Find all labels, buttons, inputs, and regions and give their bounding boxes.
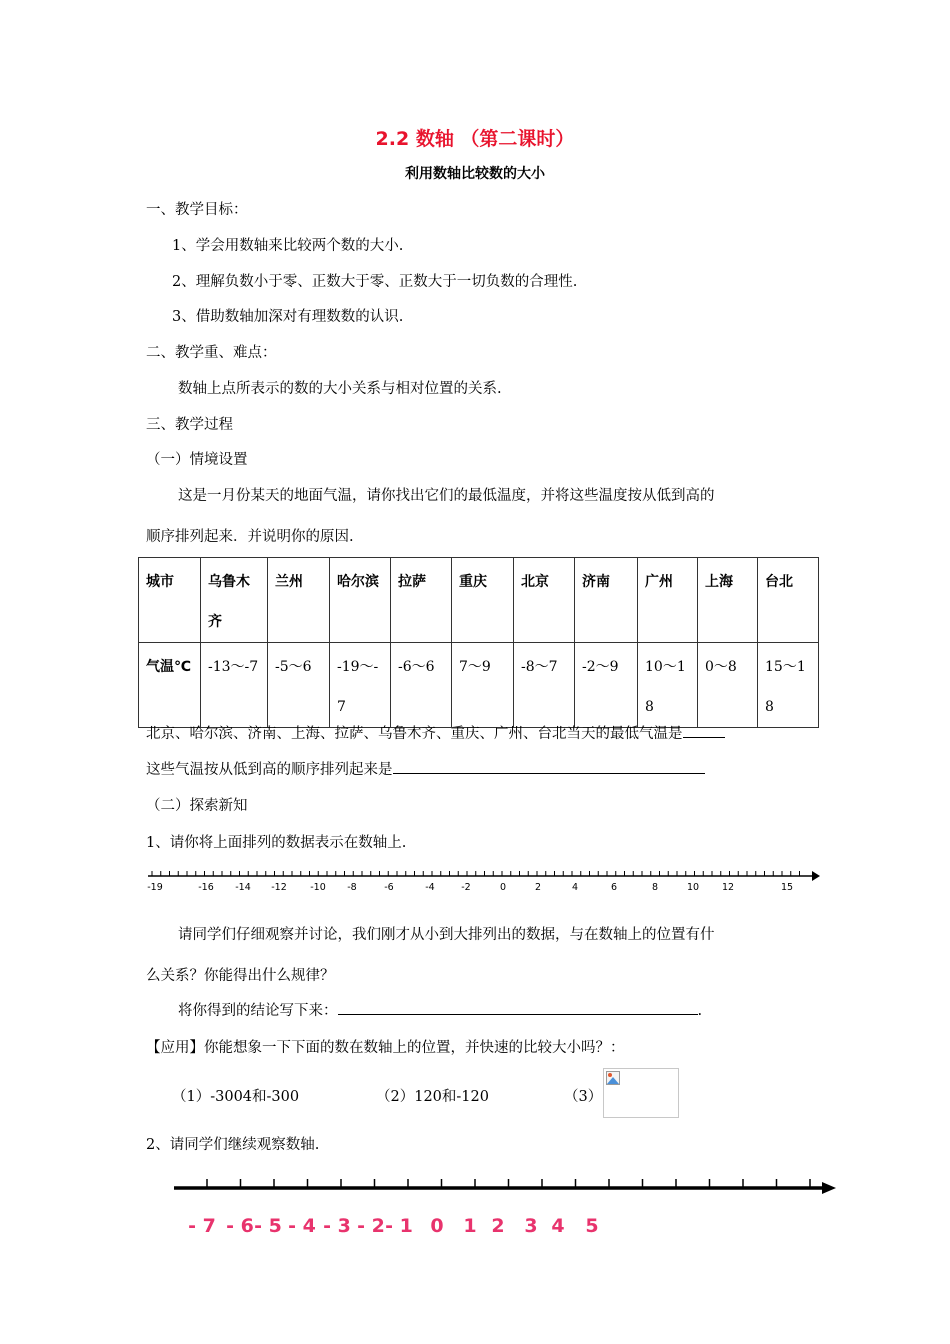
part1-paragraph-line2: 顺序排列起来．并说明你的原因. [146,529,354,545]
table-cell: -6～6 [391,643,452,728]
table-cell: 气温℃ [139,643,201,728]
table-header-cell: 台北 [758,558,819,643]
application-item-3: （3） [564,1089,603,1105]
table-header-cell: 济南 [575,558,638,643]
axis1-tick-label: 4 [571,882,579,893]
axis1-tick-label: -8 [347,882,357,893]
objective-item: 1、学会用数轴来比较两个数的大小. [172,238,404,254]
application-item-2: （2）120和-120 [376,1089,489,1105]
table-header-cell: 乌鲁木齐 [201,558,268,643]
table-header-cell: 哈尔滨 [330,558,391,643]
axis1-tick-label: 6 [610,882,618,893]
table-header-cell: 上海 [698,558,758,643]
axis2-tick-label: 2 [491,1215,505,1237]
table-header-cell: 广州 [638,558,698,643]
table-header-cell: 兰州 [268,558,330,643]
conclusion-blank[interactable] [338,1000,698,1015]
axis2-tick-label: - 5 [254,1215,282,1237]
table-cell: 15～18 [758,643,819,728]
axis2-tick-label: - 1 [385,1215,413,1237]
table-cell: -19～-7 [330,643,391,728]
axis1-tick-label: 12 [721,882,735,893]
axis1-tick-label: -16 [198,882,214,893]
application-text: 【应用】你能想象一下下面的数在数轴上的位置，并快速的比较大小吗？： [146,1040,625,1056]
axis1-tick-label: -19 [147,882,163,893]
part2-heading: （二）探索新知 [146,798,248,814]
broken-image-placeholder [603,1068,679,1118]
page-subtitle: 利用数轴比较数的大小 [405,166,545,182]
axis2-tick-label: - 6 [226,1215,254,1237]
part1-heading: （一）情境设置 [146,452,248,468]
axis2-tick-label: 1 [463,1215,477,1237]
axis1-tick-label: -2 [461,882,471,893]
axis1-tick-label: 2 [534,882,542,893]
broken-image-icon [606,1071,620,1085]
axis2-arrow [822,1182,836,1194]
task2-text: 2、请同学们继续观察数轴. [146,1137,320,1153]
axis2-tick-label: - 2 [357,1215,385,1237]
question2-text: 这些气温按从低到高的顺序排列起来是 [146,762,393,778]
question1-text: 北京、哈尔滨、济南、上海、拉萨、乌鲁木齐、重庆、广州、台北当天的最低气温是 [146,726,683,742]
axis1-tick-label: -4 [425,882,435,893]
objective-item: 3、借助数轴加深对有理数数的认识. [172,309,404,325]
objective-item: 2、理解负数小于零、正数大于零、正数大于一切负数的合理性. [172,274,578,290]
axis1-tick-label: -12 [271,882,287,893]
axis1-tick-label: -10 [310,882,326,893]
application-item-1: （1）-3004和-300 [172,1089,300,1105]
table-cell: -5～6 [268,643,330,728]
table-cell: 0～8 [698,643,758,728]
axis1-tick-label: -6 [384,882,394,893]
section2-heading: 二、教学重、难点： [146,345,277,361]
axis2-tick-label: 4 [551,1215,565,1237]
conclusion-label: 将你得到的结论写下来： [178,1003,338,1019]
part1-paragraph-line1: 这是一月份某天的地面气温，请你找出它们的最低温度，并将这些温度按从低到高的 [178,488,715,504]
axis1-tick-label: 10 [686,882,700,893]
axis2-tick-label: - 7 [188,1215,216,1237]
axis2-tick-label: 0 [430,1215,444,1237]
section3-heading: 三、教学过程 [146,417,233,433]
axis1-tick-label: 15 [780,882,794,893]
table-cell: 7～9 [452,643,514,728]
axis1-tick-label: 8 [651,882,659,893]
task1-text: 1、请你将上面排列的数据表示在数轴上. [146,835,407,851]
axis1-tick-label: 0 [499,882,507,893]
table-cell: -2～9 [575,643,638,728]
axis2-tick-label: - 3 [323,1215,351,1237]
section2-text: 数轴上点所表示的数的大小关系与相对位置的关系. [178,381,502,397]
table-header-cell: 重庆 [452,558,514,643]
conclusion-period: . [697,1003,703,1019]
part2-paragraph-line1: 请同学们仔细观察并讨论，我们刚才从小到大排列出的数据，与在数轴上的位置有什 [178,927,715,943]
table-header-cell: 拉萨 [391,558,452,643]
axis2-tick-label: - 4 [288,1215,316,1237]
table-header-cell: 北京 [514,558,575,643]
axis2-tick-label: 5 [585,1215,599,1237]
table-header-cell: 城市 [139,558,201,643]
table-cell: -13～-7 [201,643,268,728]
table-cell: 10～18 [638,643,698,728]
table-cell: -8～7 [514,643,575,728]
axis1-arrow [812,871,820,881]
section1-heading: 一、教学目标： [146,202,248,218]
axis1-tick-label: -14 [235,882,251,893]
axis2-tick-label: 3 [524,1215,538,1237]
part2-paragraph-line2: 么关系？你能得出什么规律？ [146,968,335,984]
page-title: 2.2 数轴 （第二课时） [375,128,575,150]
conclusion-line [178,999,702,1020]
